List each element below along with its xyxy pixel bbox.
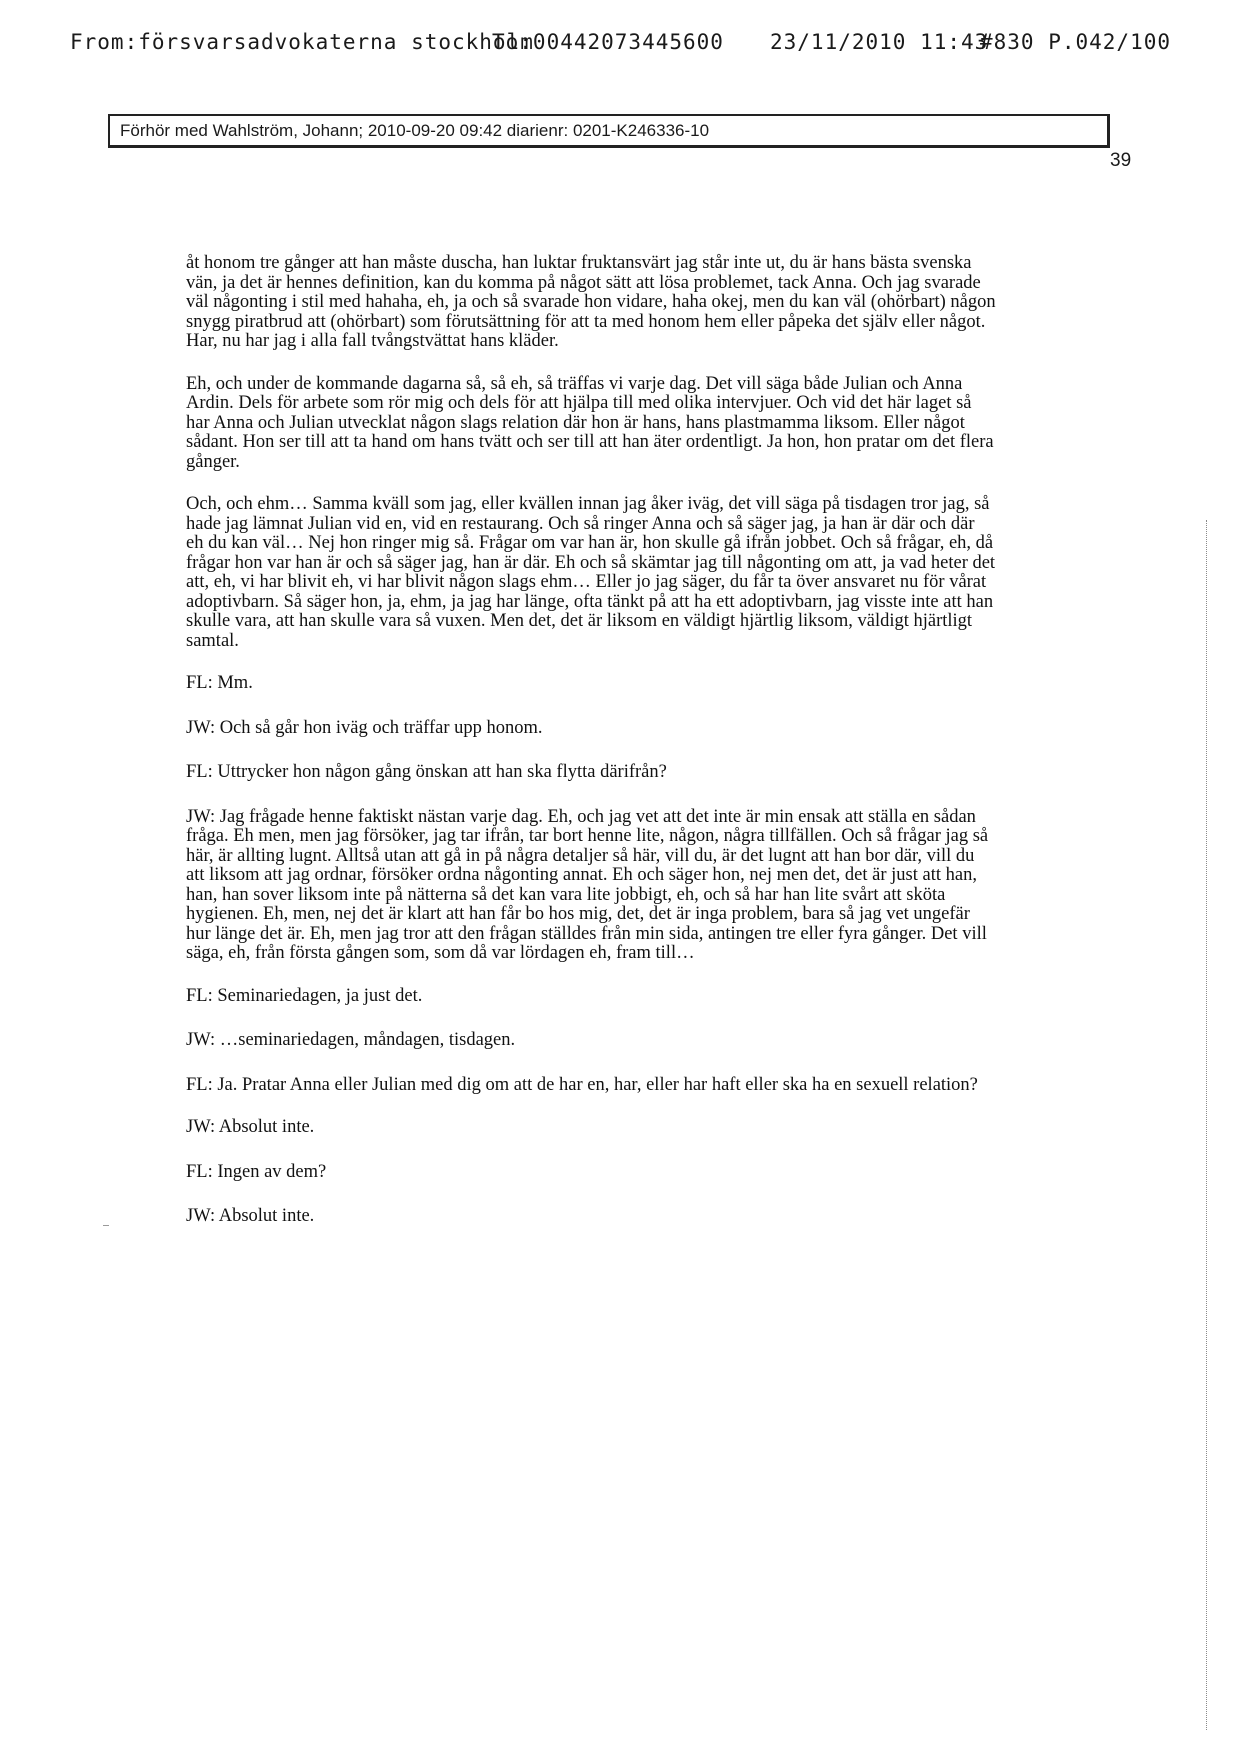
scan-edge-line bbox=[1206, 520, 1207, 1730]
transcript-line: JW: Absolut inte. bbox=[186, 1206, 315, 1226]
transcript-line: FL: Uttrycker hon någon gång önskan att han ska flytta därifrån? bbox=[186, 762, 667, 782]
transcript-paragraph: JW: Jag frågade henne faktiskt nästan varje dag. Eh, och jag vet att det inte är min ensak att ställa en sådan fråga. Eh men, men jag försöker, jag tar ifrån, tar bort henne lite, någon, några tillfällen. Och så frågar jag så här, är allting lugnt. Alltså utan att gå in på några detaljer så här, vill du, är det lugnt att han bor där, vill du att liksom att jag ordnar, försöker ordna någonting annat. Eh och säger hon, nej men det, det är just att han, han, han sover liksom inte på nätterna så det kan vara lite jobbigt, eh, och så har han lite svårt att sköta hygienen. Eh, men, nej det är klart att han får bo hos mig, det, det är inga problem, bara så jag vet ungefär hur länge det är. Eh, men jag tror att den frågan ställdes från min sida, antingen tre eller fyra gånger. Det vill säga, eh, från första gången som, som då var lördagen eh, fram till… bbox=[186, 806, 989, 963]
interrogation-header-box bbox=[108, 114, 1110, 148]
page-number: 39 bbox=[1110, 150, 1132, 171]
fax-to: To:00442073445600 bbox=[492, 30, 724, 54]
transcript-paragraph: FL: Ja. Pratar Anna eller Julian med dig om att de har en, har, eller har haft eller ska ha en sexuell relation? bbox=[186, 1074, 978, 1095]
transcript-paragraph: Eh, och under de kommande dagarna så, så eh, så träffas vi varje dag. Det vill säga både Julian och Anna Ardin. Dels för arbete som rör mig och dels för att hjälpa till med olika intervjuer. Och vid det här laget så har Anna och Julian utvecklat någon slags relation där hon är hans, hans plastmamma liksom. Eller något sådant. Hon ser till att ta hand om hans tvätt och ser till att han äter ordentligt. Ja hon, hon pratar om det flera gånger. bbox=[186, 373, 994, 472]
transcript-paragraph: Och, och ehm… Samma kväll som jag, eller kvällen innan jag åker iväg, det vill säga på tisdagen tror jag, så hade jag lämnat Julian vid en, vid en restaurang. Och så ringer Anna och så säger jag, ja han är där och där eh du kan väl… Nej hon ringer mig så. Frågar om var han är, hon skulle gå ifrån jobbet. Och så frågar, eh, då frågar hon var han är och så säger jag, han är där. Eh och så skämtar jag till någonting om att, ja vad heter det att, eh, vi har blivit eh, vi har blivit någon slags ehm… Eller jo jag säger, du får ta över ansvaret nu för vårat adoptivbarn. Så säger hon, ja, ehm, ja jag har länge, ofta tänkt på att ha ett adoptivbarn, jag visste inte att han skulle vara, att han skulle vara så vuxen. Men det, det är liksom en väldigt hjärtlig liksom, väldigt hjärtligt samtal. bbox=[186, 494, 996, 651]
fax-page-ref: #830 P.042/100 bbox=[980, 30, 1172, 54]
transcript-line: FL: Seminariedagen, ja just det. bbox=[186, 985, 423, 1006]
fax-datetime: 23/11/2010 11:43 bbox=[770, 30, 989, 54]
transcript-line: FL: Ingen av dem? bbox=[186, 1161, 327, 1182]
scan-mark bbox=[103, 1225, 109, 1226]
transcript-body bbox=[186, 254, 996, 1252]
fax-from: From:försvarsadvokaterna stockholm bbox=[70, 30, 534, 54]
interrogation-header-text: Förhör med Wahlström, Johann; 2010-09-20 09:42 diarienr: 0201-K246336-10 bbox=[120, 121, 710, 140]
transcript-line: JW: Och så går hon iväg och träffar upp honom. bbox=[186, 717, 543, 738]
transcript-paragraph: åt honom tre gånger att han måste duscha, han luktar fruktansvärt jag står inte ut, du är hans bästa svenska vän, ja det är hennes definition, kan du komma på något sätt att lösa problemet, tack Anna. Och jag svarade väl någonting i stil med hahaha, eh, ja och så svarade hon vidare, haha okej, men du kan väl (ohörbart) någon snygg piratbrud att (ohörbart) som förutsättning för att ta med honom hem eller påpeka det själv eller något. Har, nu har jag i alla fall tvångstvättat hans kläder. bbox=[186, 253, 996, 351]
transcript-line: JW: …seminariedagen, måndagen, tisdagen. bbox=[186, 1030, 516, 1050]
transcript-line: JW: Absolut inte. bbox=[186, 1117, 315, 1137]
transcript-line: FL: Mm. bbox=[186, 673, 253, 693]
fax-transmission-header bbox=[0, 30, 1240, 66]
